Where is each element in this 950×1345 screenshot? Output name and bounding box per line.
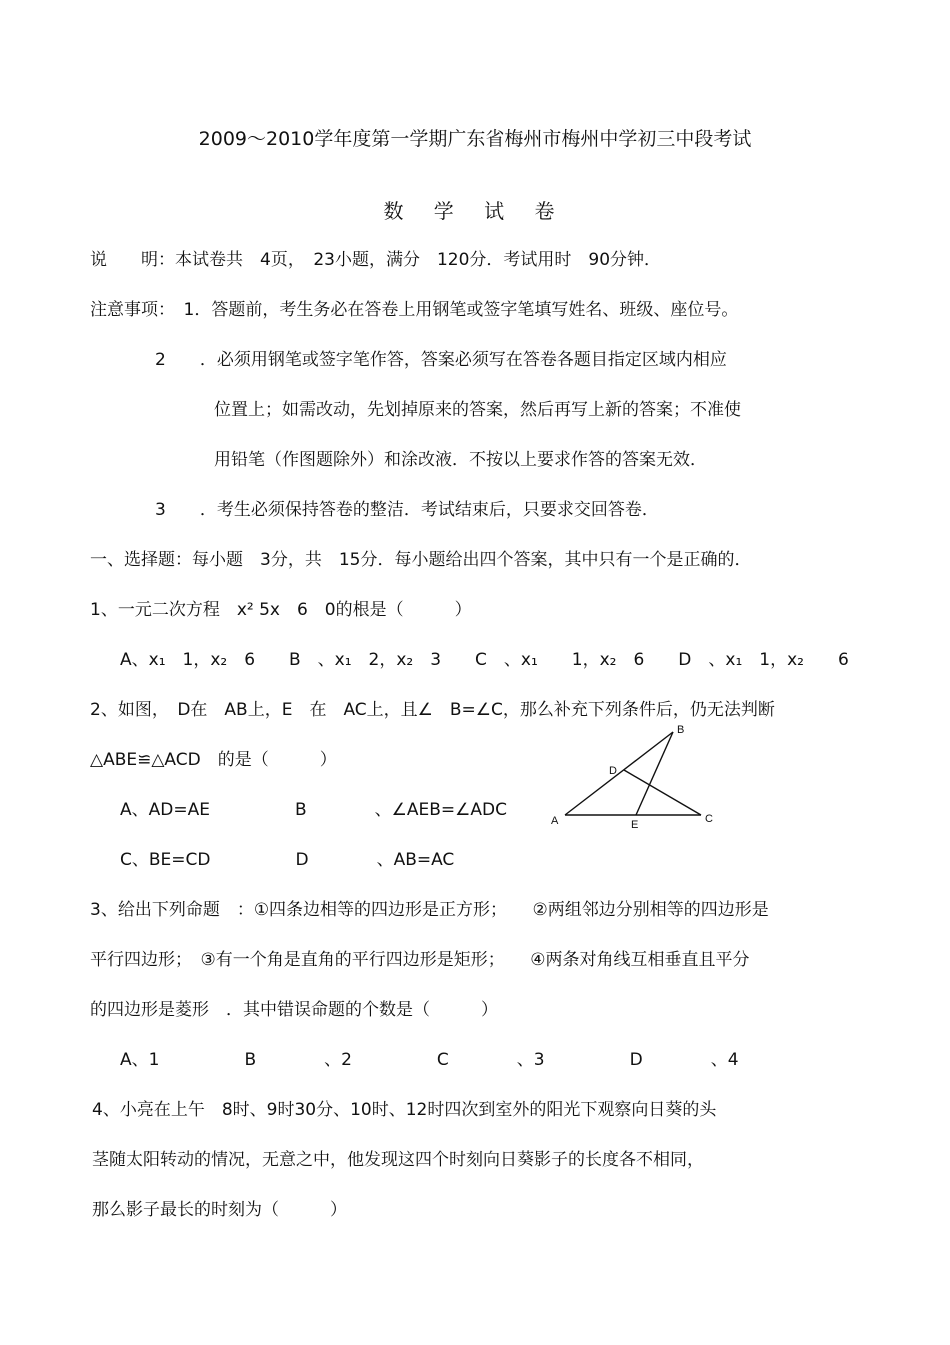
question-4-stem-cont: 茎随太阳转动的情况，无意之中，他发现这四个时刻向日葵影子的长度各不相同， [92,1150,704,1170]
question-2-stem: 2、如图， D在 AB上，E 在 AC上，且∠ B=∠C，那么补充下列条件后，仍无法判断 [90,700,775,720]
question-1-options: A、x₁ 1，x₂ 6 B 、x₁ 2，x₂ 3 C 、x₁ 1，x₂ 6 D 、x₁ 1，x₂ 6 [120,650,849,670]
question-3-stem-cont: 的四边形是菱形 ．其中错误命题的个数是（ ） [90,1000,498,1020]
instructions-note: 说 明：本试卷共 4页， 23小题，满分 120分．考试用时 90分钟． [90,250,662,270]
label-c: C [705,813,713,825]
question-2-options-cd: C、BE=CD D 、AB=AC [120,850,455,870]
question-3-stem: 3、给出下列命题 ：①四条边相等的四边形是正方形； ②两组邻边分别相等的四边形是 [90,900,769,920]
question-3-options: A、1 B 、2 C 、3 D 、4 [120,1050,739,1070]
instructions-item-2-cont: 用铅笔（作图题除外）和涂改液．不按以上要求作答的答案无效． [214,450,707,470]
segment-dc [624,770,701,815]
instructions-item-2: 2 ．必须用钢笔或签字笔作答，答案必须写在答卷各题目指定区域内相应 [155,350,727,370]
label-b: B [677,724,685,736]
section-heading: 一、选择题：每小题 3分，共 15分．每小题给出四个答案，其中只有一个是正确的． [90,550,752,570]
instructions-item-2-cont: 位置上；如需改动，先划掉原来的答案，然后再写上新的答案；不准使 [214,400,741,420]
exam-subtitle: 数 学 试 卷 [383,199,567,223]
triangle-figure [545,722,745,832]
label-a: A [551,815,559,827]
instructions-item-3: 3 ．考生必须保持答卷的整洁．考试结束后，只要求交回答卷． [155,500,659,520]
segment-be [636,732,673,815]
question-1-stem: 1、一元二次方程 x² 5x 6 0的根是（ ） [90,600,472,620]
exam-title: 2009～2010学年度第一学期广东省梅州市梅州中学初三中段考试 [198,128,752,150]
label-e: E [631,819,639,831]
label-d: D [609,765,617,777]
segment-ab [565,732,673,815]
question-4-stem-cont: 那么影子最长的时刻为（ ） [92,1200,347,1220]
question-2-stem-cont: △ABE≌△ACD 的是（ ） [90,750,337,770]
question-3-stem-cont: 平行四边形； ③有一个角是直角的平行四边形是矩形； ④两条对角线互相垂直且平分 [90,950,750,970]
question-4-stem: 4、小亮在上午 8时、9时30分、10时、12时四次到室外的阳光下观察向日葵的头 [92,1100,717,1120]
instructions-item-1: 注意事项： 1．答题前，考生务必在答卷上用钢笔或签字笔填写姓名、班级、座位号。 [90,300,739,320]
question-2-options-ab: A、AD=AE B 、∠AEB=∠ADC [120,800,507,820]
